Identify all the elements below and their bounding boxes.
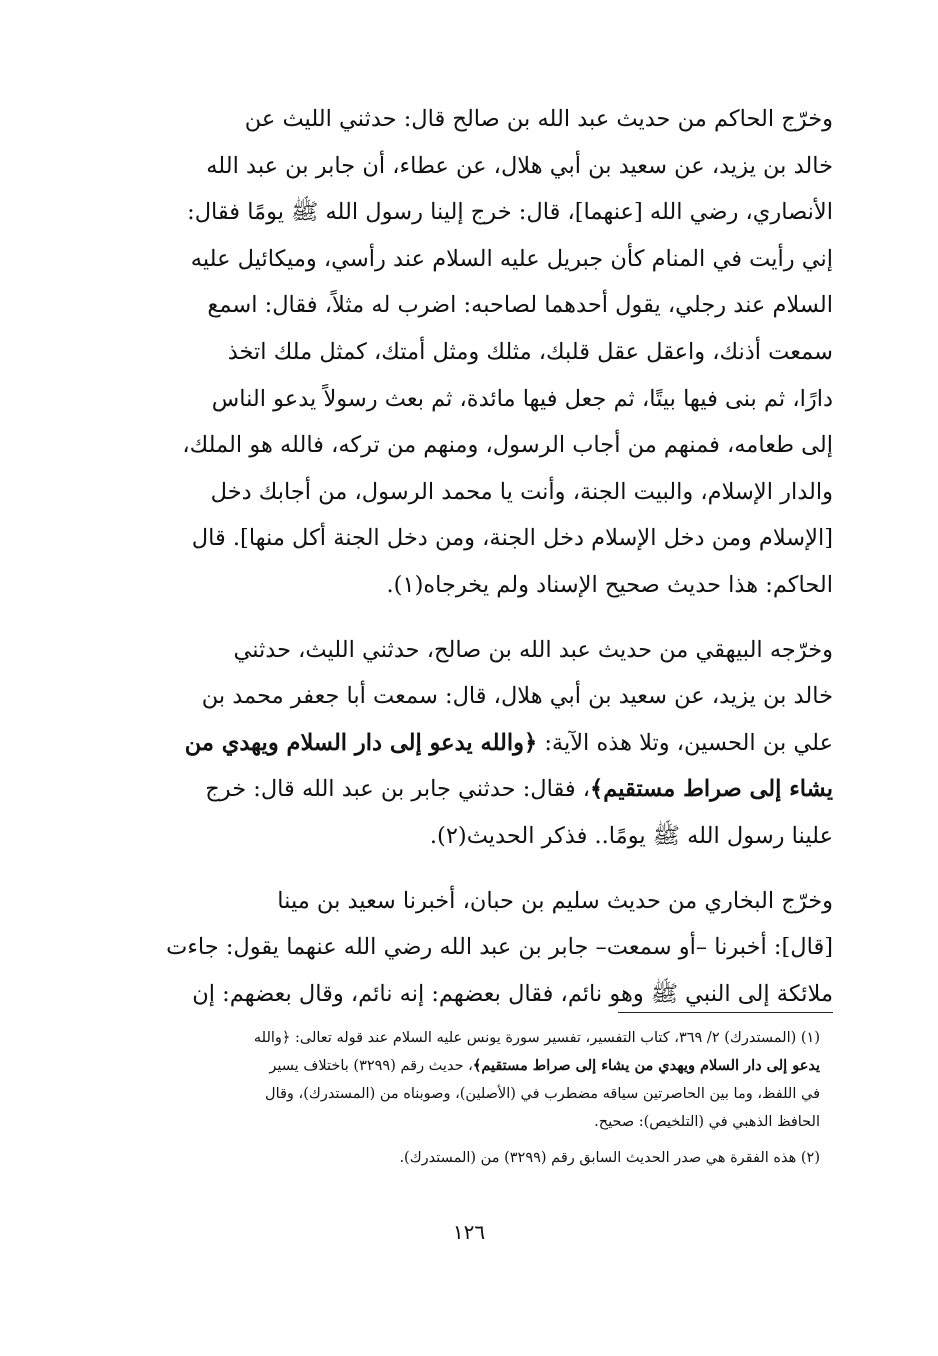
page-number: ١٢٦ <box>452 1220 486 1244</box>
footnote-2 <box>105 1144 820 1172</box>
text-segment: ، حديث رقم (٣٢٩٩) باختلاف يسير <box>269 1058 473 1074</box>
text-line: ملائكة إلى النبي ﷺ وهو نائم، فقال بعضهم: إنه نائم، وقال بعضهم: إن <box>192 980 833 1007</box>
text-line: الحاكم: هذا حديث صحيح الإسناد ولم يخرجاه(١). <box>386 571 833 598</box>
footnote-line: (٢) هذه الفقرة هي صدر الحديث السابق رقم (٣٢٩٩) من (المستدرك). <box>399 1150 820 1166</box>
quran-verse: يدعو إلى دار السلام ويهدي من يشاء إلى صراط مستقيم﴾ <box>472 1057 820 1074</box>
text-line: [قال]: أخبرنا –أو سمعت– جابر بن عبد الله رضي الله عنهما يقول: جاءت <box>166 934 833 961</box>
text-line <box>105 720 833 767</box>
text-line: وخرّجه البيهقي من حديث عبد الله بن صالح، حدثني الليث، حدثني <box>233 636 833 663</box>
text-line: دارًا، ثم بنى فيها بيتًا، ثم جعل فيها مائدة، ثم بعث رسولاً يدعو الناس <box>211 385 833 412</box>
text-line: خالد بن يزيد، عن سعيد بن أبي هلال، قال: سمعت أبا جعفر محمد بن <box>201 683 833 710</box>
footnote-line: الحافظ الذهبي في (التلخيص): صحيح. <box>594 1114 820 1130</box>
footnote-line <box>105 1052 820 1080</box>
text-line: الأنصاري، رضي الله [عنهما]، قال: خرج إلينا رسول الله ﷺ يومًا فقال: <box>187 199 833 226</box>
footnote-line: (١) (المستدرك) ٢/ ٣٦٩، كتاب التفسير، تفسير سورة يونس عليه السلام عند قوله تعالى: ﴿والله <box>253 1030 820 1046</box>
text-line: وخرّج البخاري من حديث سليم بن حبان، أخبرنا سعيد بن مينا <box>277 887 833 914</box>
text-line: خالد بن يزيد، عن سعيد بن أبي هلال، عن عطاء، أن جابر بن عبد الله <box>206 152 833 179</box>
footnote-divider <box>618 1012 833 1013</box>
footnote-1 <box>105 1024 820 1136</box>
footnote-line: في اللفظ، وما بين الحاصرتين سياقه مضطرب في (الأصلين)، وصوبناه من (المستدرك)، وقال <box>265 1086 820 1102</box>
paragraph-bayhaqi <box>105 627 833 860</box>
text-line: والدار الإسلام، والبيت الجنة، وأنت يا محمد الرسول، من أجابك دخل <box>210 478 833 505</box>
quran-verse: ﴿والله يدعو إلى دار السلام ويهدي من <box>184 729 538 756</box>
paragraph-hakim <box>105 96 833 609</box>
text-line: علينا رسول الله ﷺ يومًا.. فذكر الحديث(٢). <box>429 822 833 849</box>
text-segment: ، فقال: حدثني جابر بن عبد الله قال: خرج <box>205 776 591 803</box>
text-line: إني رأيت في المنام كأن جبريل عليه السلام عند رأسي، وميكائيل عليه <box>190 245 833 272</box>
text-line: السلام عند رجلي، يقول أحدهما لصاحبه: اضرب له مثلاً، فقال: اسمع <box>207 292 833 319</box>
quran-verse: يشاء إلى صراط مستقيم﴾ <box>590 776 833 803</box>
text-line <box>105 766 833 813</box>
text-line: [الإسلام ومن دخل الإسلام دخل الجنة، ومن دخل الجنة أكل منها]. قال <box>191 525 833 552</box>
text-line: إلى طعامه، فمنهم من أجاب الرسول، ومنهم من تركه، فالله هو الملك، <box>182 432 833 459</box>
main-text <box>105 96 833 1035</box>
text-line: سمعت أذنك، واعقل عقل قلبك، مثلك ومثل أمتك، كمثل ملك اتخذ <box>227 338 833 365</box>
text-segment: علي بن الحسين، وتلا هذه الآية: <box>537 729 833 756</box>
text-line: وخرّج الحاكم من حديث عبد الله بن صالح قال: حدثني الليث عن <box>244 106 833 132</box>
footnotes <box>105 1024 820 1180</box>
paragraph-bukhari <box>105 878 833 1018</box>
